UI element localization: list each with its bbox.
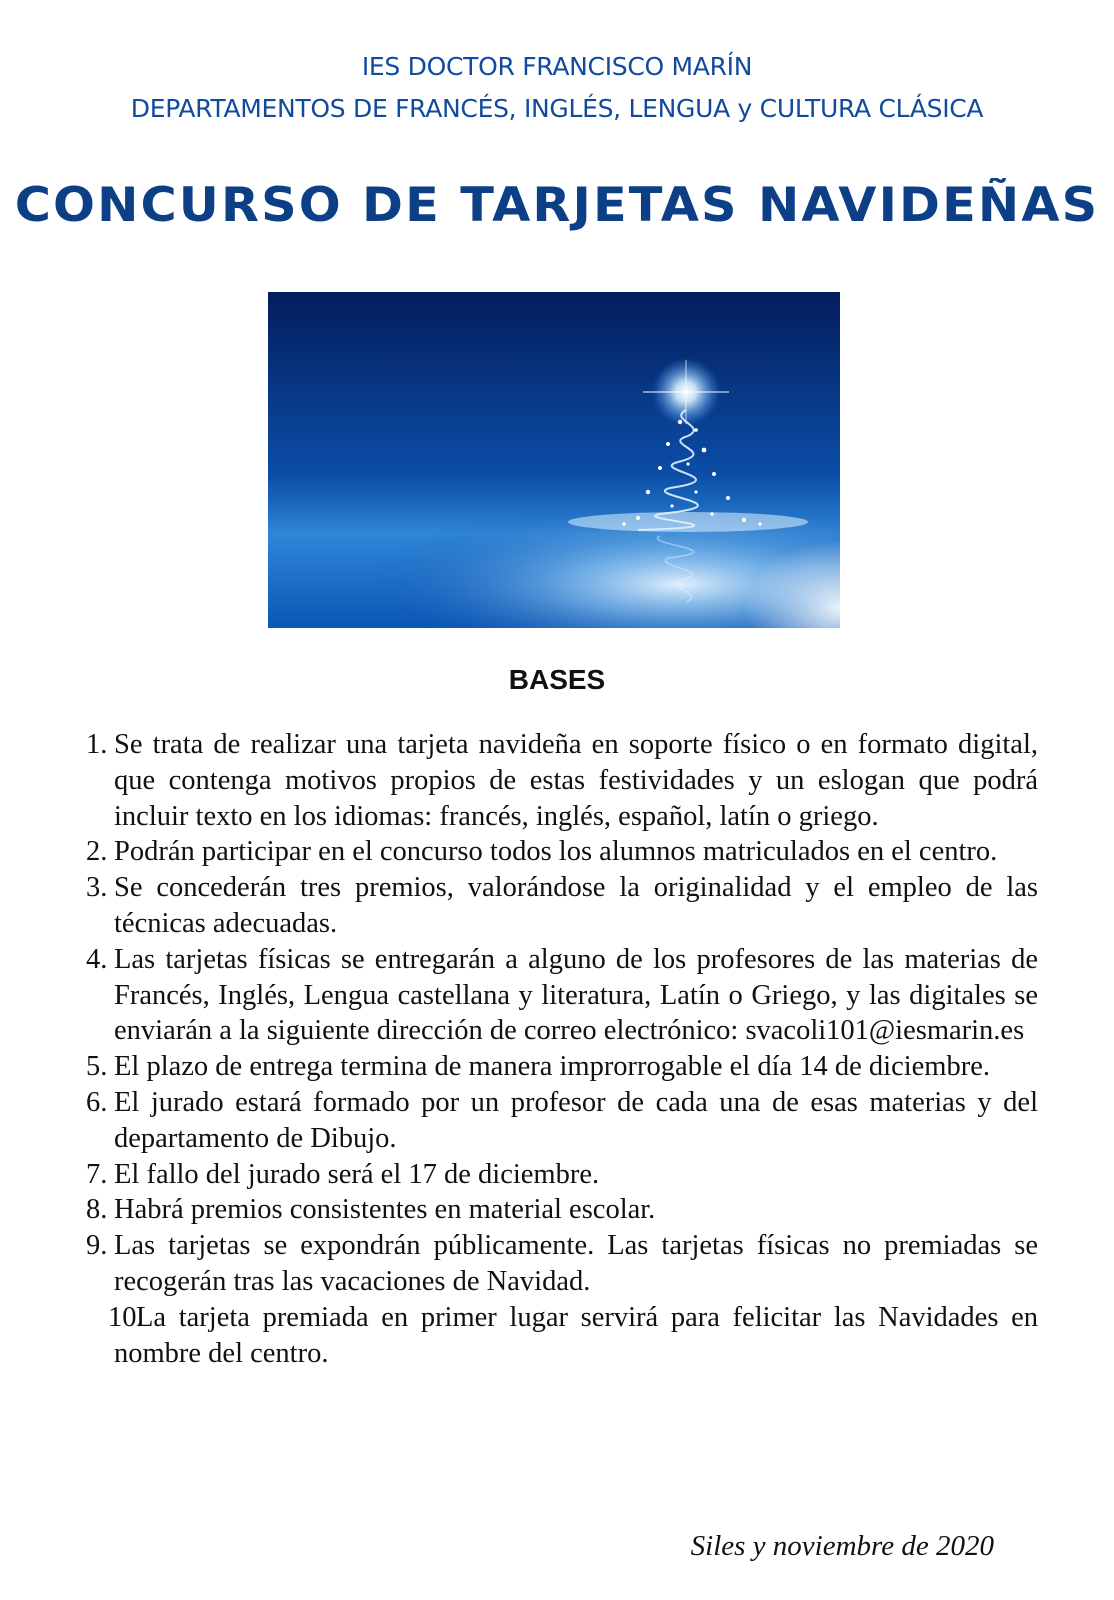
rule-text: Se trata de realizar una tarjeta navideña en soporte físico o en formato digital, que contenga motivos propios de estas festividades y un eslogan que podrá incluir texto en los idiomas: francés, inglés, español, latín o griego. — [114, 729, 1038, 832]
departments-line: DEPARTAMENTOS DE FRANCÉS, INGLÉS, LENGUA y CULTURA CLÁSICA — [130, 94, 984, 123]
rule-number: 3. — [86, 872, 108, 904]
rule-number: 8. — [86, 1194, 108, 1226]
rule-item — [86, 870, 1038, 942]
rule-text: La tarjeta premiada en primer lugar servirá para felicitar las Navidades en nombre del centro. — [114, 1301, 1038, 1369]
rule-item — [86, 1228, 1038, 1300]
bases-heading: BASES — [508, 664, 606, 695]
rule-item — [86, 1300, 1038, 1372]
rule-number: 7. — [86, 1158, 108, 1190]
rule-text: Podrán participar en el concurso todos los alumnos matriculados en el centro. — [114, 836, 998, 868]
rule-item — [86, 834, 1038, 870]
rule-text: Habrá premios consistentes en material escolar. — [114, 1194, 656, 1226]
rule-text: Se concederán tres premios, valorándose la originalidad y el empleo de las técnicas adecuadas. — [114, 872, 1038, 939]
rule-number: 9. — [86, 1230, 108, 1262]
rule-text: El jurado estará formado por un profesor de cada una de esas materias y del departamento de Dibujo. — [114, 1086, 1038, 1154]
closing-date: Siles y noviembre de 2020 — [690, 1530, 994, 1562]
rule-text: Las tarjetas se expondrán públicamente. Las tarjetas físicas no premiadas se recogerán tras las vacaciones de Navidad. — [114, 1230, 1038, 1297]
rule-number: 1. — [86, 729, 108, 760]
christmas-tree-picture — [268, 292, 840, 628]
rule-number: 4. — [86, 943, 108, 975]
rule-number: 5. — [86, 1051, 108, 1083]
rule-text: Las tarjetas físicas se entregarán a alguno de los profesores de las materias de Francés, Inglés, Lengua castellana y literatura, Latín o Griego, y las digitales se enviarán a la siguiente dirección de correo electrónico: svacoli101@iesmarin.es — [114, 943, 1038, 1047]
contest-title: CONCURSO DE TARJETAS NAVIDEÑAS — [14, 178, 1100, 233]
rule-item — [86, 1157, 1038, 1193]
rule-number: 2. — [86, 836, 108, 868]
rules-list — [86, 727, 1038, 1371]
rule-item — [86, 942, 1038, 1049]
rule-item — [86, 727, 1038, 834]
rule-text: El plazo de entrega termina de manera improrrogable el día 14 de diciembre. — [114, 1051, 990, 1083]
rule-item — [86, 1049, 1038, 1085]
rule-number: 10. — [108, 1301, 144, 1333]
rule-text: El fallo del jurado será el 17 de diciembre. — [114, 1158, 600, 1190]
rule-item — [86, 1192, 1038, 1228]
rule-number: 6. — [86, 1086, 108, 1118]
christmas-tree-icon — [268, 292, 840, 628]
rule-item — [86, 1085, 1038, 1157]
school-name: IES DOCTOR FRANCISCO MARÍN — [361, 52, 753, 81]
